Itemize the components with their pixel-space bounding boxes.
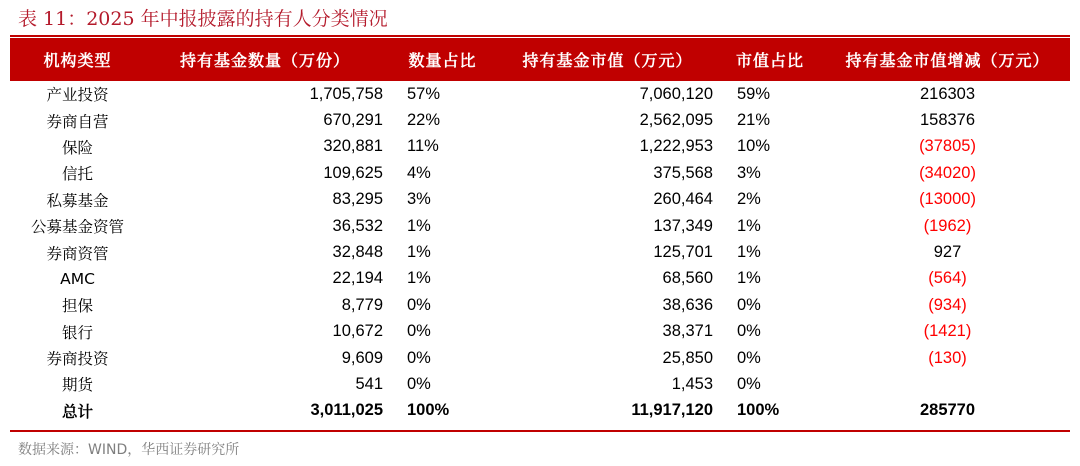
fund-units-cell: 541 [355, 374, 383, 393]
fund-units-cell: 83,295 [332, 190, 383, 209]
value-change-cell: (564) [928, 269, 967, 288]
table-bottom-rule [10, 430, 1070, 432]
units-share-cell: 0% [407, 295, 431, 314]
data-source-note: 数据来源：WIND，华西证券研究所 [18, 442, 240, 458]
value-share-cell: 1% [737, 269, 761, 288]
units-share-cell: 1% [407, 269, 431, 288]
market-value-cell: 38,371 [662, 322, 713, 341]
institution-type-cell: 保险 [61, 138, 93, 157]
value-share-cell: 0% [737, 322, 761, 341]
institution-type-cell: 公募基金资管 [30, 218, 124, 237]
table-row [10, 266, 1070, 292]
value-share-cell: 10% [737, 137, 771, 156]
holder-table-container [10, 38, 1070, 424]
institution-type-cell: 银行 [61, 323, 93, 342]
page-title: 表 11：2025 年中报披露的持有人分类情况 [18, 8, 388, 30]
value-change-cell: (130) [928, 348, 967, 367]
fund-units-cell: 22,194 [332, 269, 383, 288]
header-value-share: 市值占比 [715, 38, 825, 81]
table-row [10, 239, 1070, 265]
units-share-cell: 1% [407, 216, 431, 235]
institution-type-cell: 期货 [61, 376, 93, 395]
market-value-cell: 1,222,953 [639, 137, 713, 156]
holder-classification-table [10, 38, 1070, 424]
table-row [10, 371, 1070, 397]
institution-type-cell: 私募基金 [46, 191, 109, 210]
units-share-cell: 0% [407, 374, 431, 393]
fund-units-cell: 1,705,758 [309, 84, 383, 103]
institution-type-cell: 券商投资 [46, 350, 109, 369]
units-share-cell: 100% [407, 401, 450, 420]
fund-units-cell: 8,779 [341, 295, 383, 314]
value-change-cell: (34020) [919, 163, 976, 182]
market-value-cell: 68,560 [662, 269, 713, 288]
fund-units-cell: 109,625 [323, 163, 383, 182]
table-row [10, 134, 1070, 160]
table-row [10, 107, 1070, 133]
market-value-cell: 125,701 [653, 243, 713, 262]
institution-type-cell: AMC [60, 269, 95, 288]
header-fund-units: 持有基金数量（万份） [145, 38, 385, 81]
market-value-cell: 25,850 [662, 348, 713, 367]
units-share-cell: 4% [407, 163, 431, 182]
value-change-cell: (1962) [923, 216, 972, 235]
value-share-cell: 0% [737, 374, 761, 393]
value-change-cell: (13000) [919, 190, 976, 209]
fund-units-cell: 32,848 [332, 243, 383, 262]
institution-type-cell: 担保 [61, 297, 93, 316]
value-share-cell: 0% [737, 295, 761, 314]
table-row [10, 187, 1070, 213]
units-share-cell: 11% [407, 137, 439, 156]
table-row [10, 160, 1070, 186]
value-share-cell: 3% [737, 163, 761, 182]
fund-units-cell: 3,011,025 [310, 401, 383, 420]
value-change-cell [825, 371, 1070, 397]
market-value-cell: 11,917,120 [631, 401, 713, 420]
value-share-cell: 0% [737, 348, 761, 367]
fund-units-cell: 9,609 [341, 348, 383, 367]
value-change-cell: 158376 [919, 111, 976, 130]
total-row [10, 398, 1070, 424]
market-value-cell: 375,568 [653, 163, 713, 182]
market-value-cell: 260,464 [653, 190, 713, 209]
value-share-cell: 100% [737, 401, 780, 420]
value-share-cell: 59% [737, 84, 771, 103]
table-row [10, 292, 1070, 318]
value-change-cell: 285770 [919, 401, 976, 420]
value-change-cell: 216303 [919, 84, 976, 103]
header-units-share: 数量占比 [385, 38, 500, 81]
value-change-cell: 927 [933, 243, 962, 262]
fund-units-cell: 320,881 [323, 137, 383, 156]
units-share-cell: 22% [407, 111, 441, 130]
market-value-cell: 137,349 [653, 216, 713, 235]
table-row [10, 345, 1070, 371]
institution-type-cell: 产业投资 [46, 86, 109, 105]
table-row [10, 319, 1070, 345]
value-share-cell: 1% [737, 216, 761, 235]
units-share-cell: 0% [407, 322, 431, 341]
units-share-cell: 57% [407, 84, 441, 103]
institution-type-cell: 券商资管 [46, 244, 109, 263]
institution-type-cell: 信托 [61, 165, 93, 184]
title-divider [10, 35, 1070, 37]
fund-units-cell: 10,672 [332, 322, 383, 341]
header-value-change: 持有基金市值增减（万元） [825, 38, 1070, 81]
market-value-cell: 7,060,120 [639, 84, 713, 103]
value-change-cell: (934) [928, 295, 967, 314]
units-share-cell: 1% [407, 243, 431, 262]
value-change-cell: (37805) [919, 137, 976, 156]
value-share-cell: 2% [737, 190, 761, 209]
table-row [10, 81, 1070, 107]
value-share-cell: 1% [737, 243, 761, 262]
institution-type-cell: 总计 [61, 402, 93, 421]
units-share-cell: 3% [407, 190, 431, 209]
fund-units-cell: 36,532 [332, 216, 383, 235]
market-value-cell: 38,636 [662, 295, 713, 314]
institution-type-cell: 券商自营 [46, 112, 109, 131]
market-value-cell: 1,453 [671, 374, 713, 393]
value-change-cell: (1421) [923, 322, 972, 341]
header-market-value: 持有基金市值（万元） [500, 38, 715, 81]
market-value-cell: 2,562,095 [639, 111, 713, 130]
table-row [10, 213, 1070, 239]
table-body [10, 81, 1070, 424]
fund-units-cell: 670,291 [323, 111, 383, 130]
header-institution-type: 机构类型 [10, 38, 145, 81]
table-header-row [10, 38, 1070, 81]
value-share-cell: 21% [737, 111, 771, 130]
units-share-cell: 0% [407, 348, 431, 367]
